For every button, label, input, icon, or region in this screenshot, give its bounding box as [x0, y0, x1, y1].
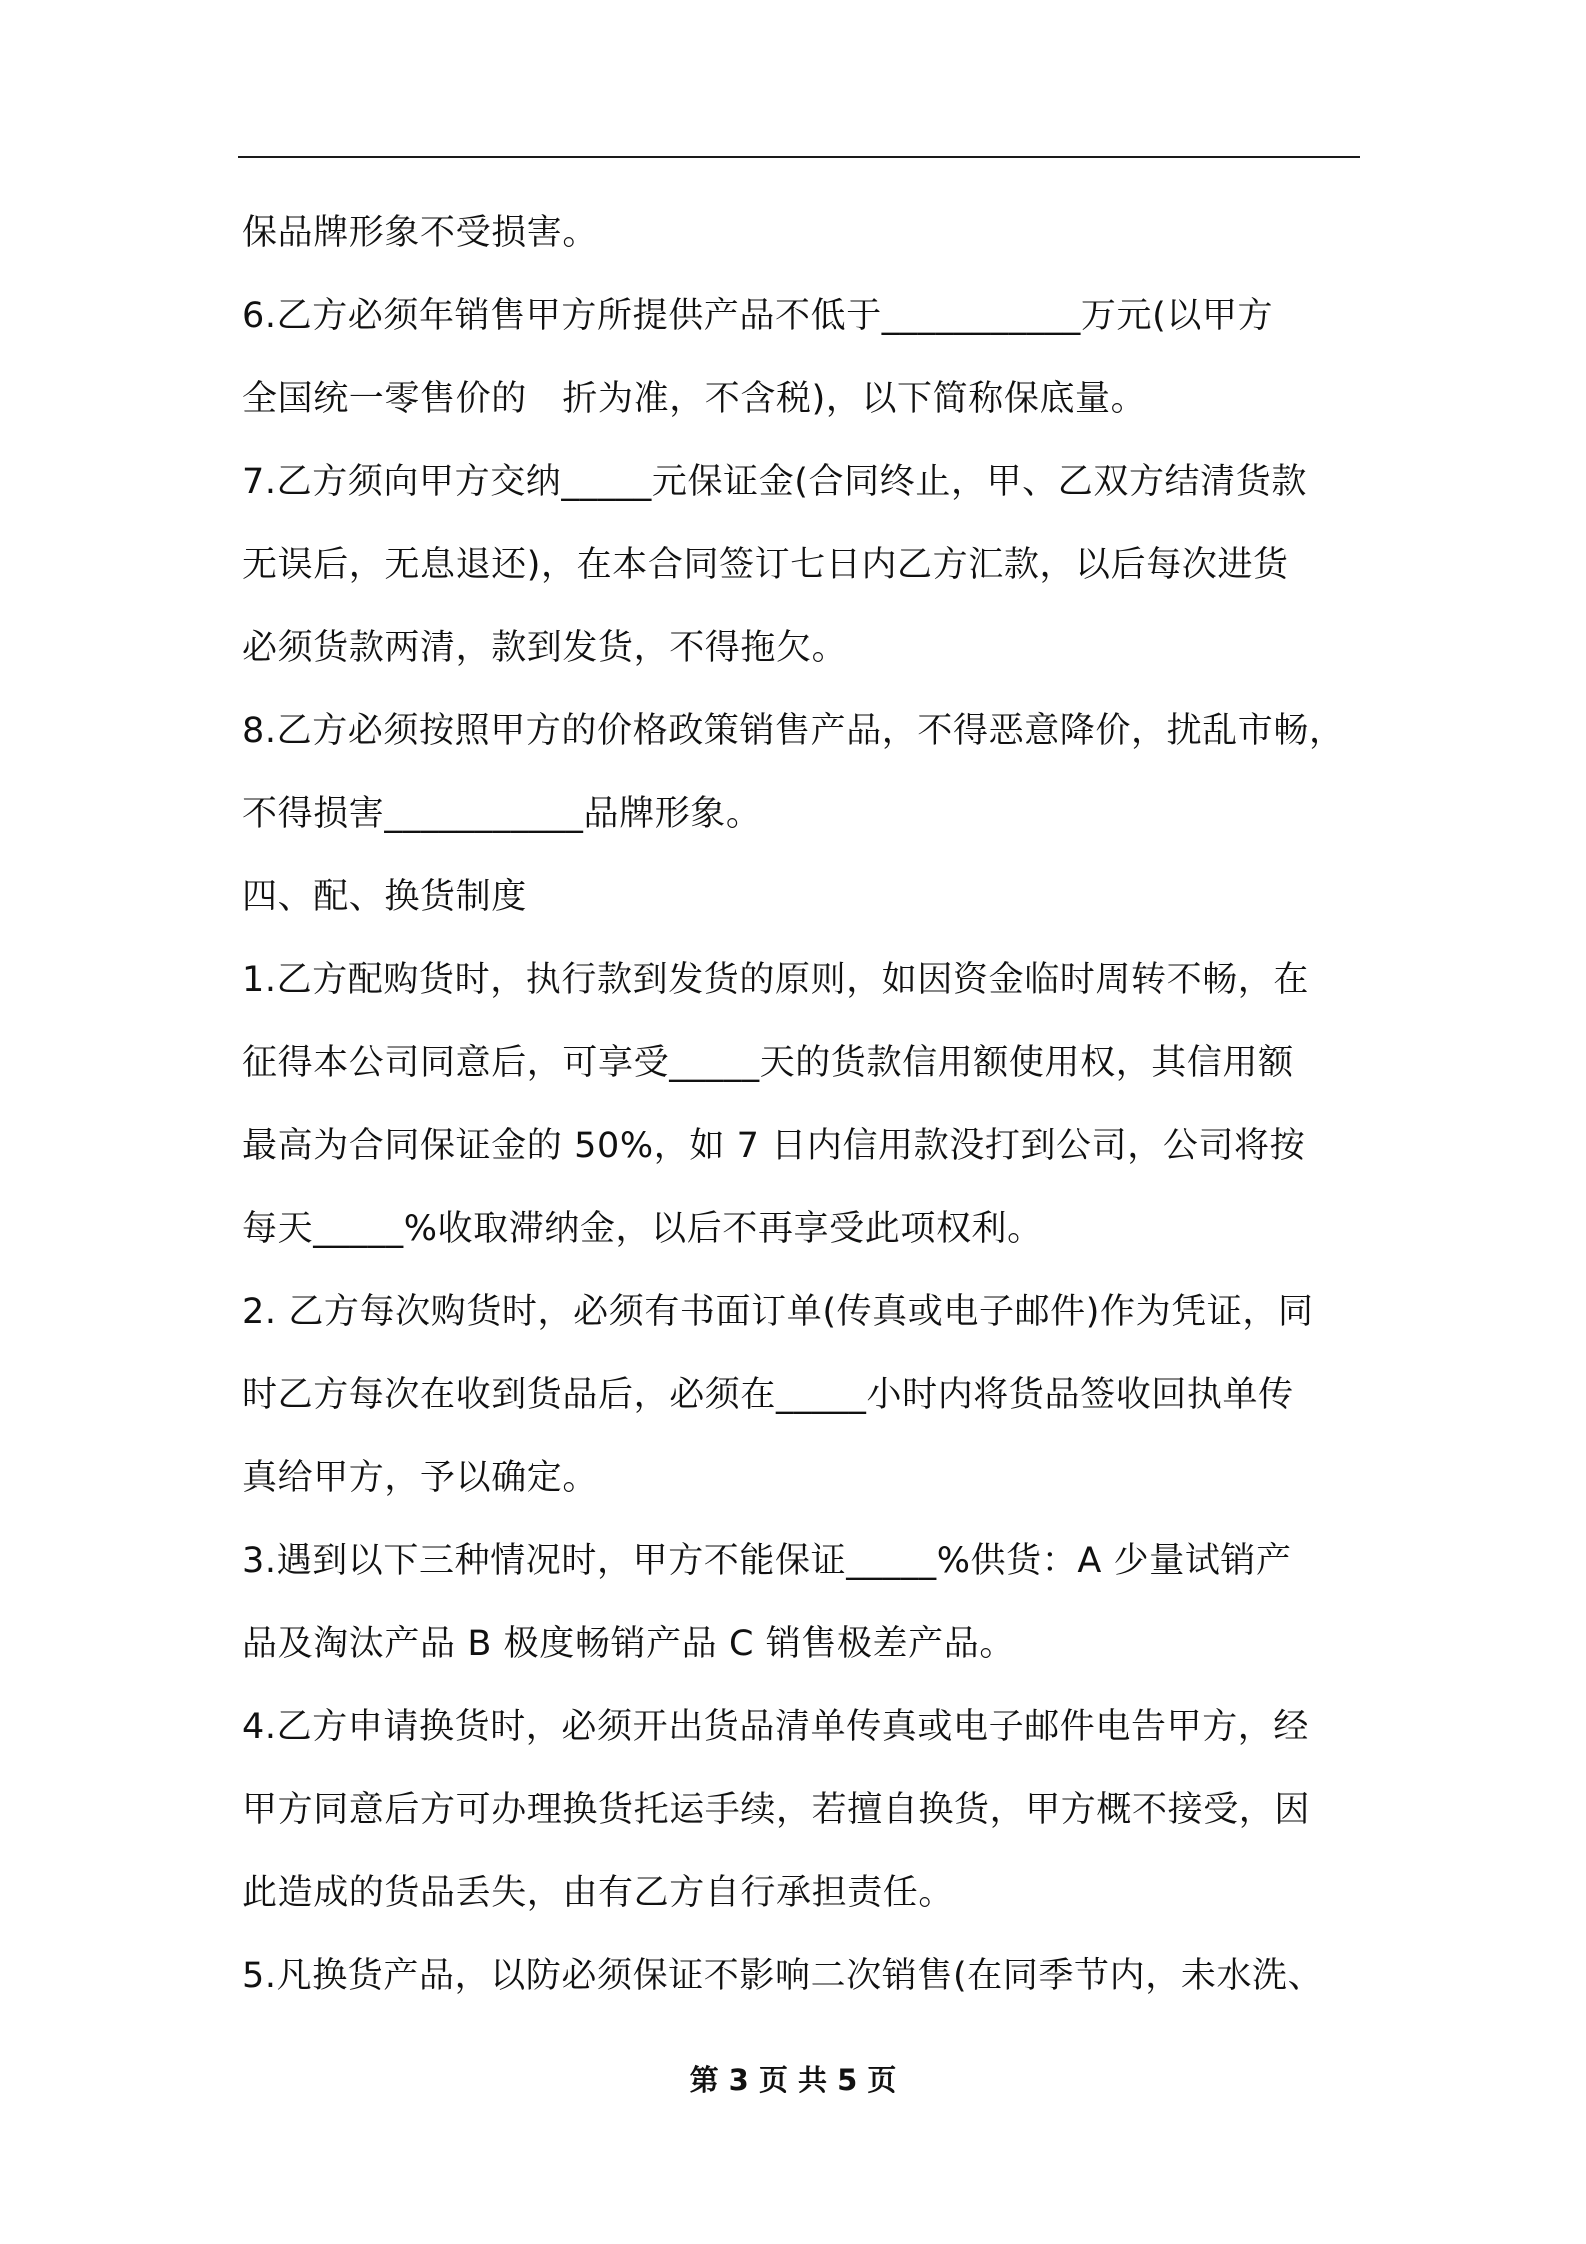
- text-line: 真给甲方，予以确定。: [242, 1458, 599, 1498]
- document-body: [242, 192, 1364, 2018]
- text-line: 2. 乙方每次购货时，必须有书面订单(传真或电子邮件)作为凭证，同: [242, 1292, 1314, 1332]
- text-line: 6.乙方必须年销售甲方所提供产品不低于___________万元(以甲方: [242, 296, 1274, 336]
- text-line: 甲方同意后方可办理换货托运手续，若擅自换货，甲方概不接受，因: [242, 1790, 1311, 1830]
- text-line: 此造成的货品丢失，由有乙方自行承担责任。: [242, 1873, 955, 1913]
- text-line: 7.乙方须向甲方交纳_____元保证金(合同终止，甲、乙双方结清货款: [242, 462, 1307, 502]
- text-line: 每天_____%收取滞纳金，以后不再享受此项权利。: [242, 1209, 1043, 1249]
- text-line: 不得损害___________品牌形象。: [242, 794, 762, 834]
- text-line: 必须货款两清，款到发货，不得拖欠。: [242, 628, 848, 668]
- text-line: 最高为合同保证金的 50%，如 7 日内信用款没打到公司，公司将按: [242, 1126, 1306, 1166]
- section-heading: 四、配、换货制度: [242, 877, 527, 917]
- text-line: 时乙方每次在收到货品后，必须在_____小时内将货品签收回执单传: [242, 1375, 1294, 1415]
- text-line: 4.乙方申请换货时，必须开出货品清单传真或电子邮件电告甲方，经: [242, 1707, 1309, 1747]
- text-line: 保品牌形象不受损害。: [242, 213, 599, 253]
- page-number-footer: 第 3 页 共 5 页: [689, 2063, 897, 2097]
- text-line: 品及淘汰产品 B 极度畅销产品 C 销售极差产品。: [242, 1624, 1015, 1664]
- text-line: 无误后，无息退还)，在本合同签订七日内乙方汇款，以后每次进货: [242, 545, 1289, 585]
- text-line: 8.乙方必须按照甲方的价格政策销售产品，不得恶意降价，扰乱市畅，: [242, 711, 1345, 751]
- text-line: 全国统一零售价的 折为准，不含税)，以下简称保底量。: [242, 379, 1147, 419]
- text-line: 征得本公司同意后，可享受_____天的货款信用额使用权，其信用额: [242, 1043, 1294, 1083]
- text-line: 3.遇到以下三种情况时，甲方不能保证_____%供货：A 少量试销产: [242, 1541, 1292, 1581]
- text-line: 5.凡换货产品，以防必须保证不影响二次销售(在同季节内，未水洗、: [242, 1956, 1324, 1996]
- text-line: 1.乙方配购货时，执行款到发货的原则，如因资金临时周转不畅，在: [242, 960, 1309, 1000]
- header-rule: [238, 156, 1360, 158]
